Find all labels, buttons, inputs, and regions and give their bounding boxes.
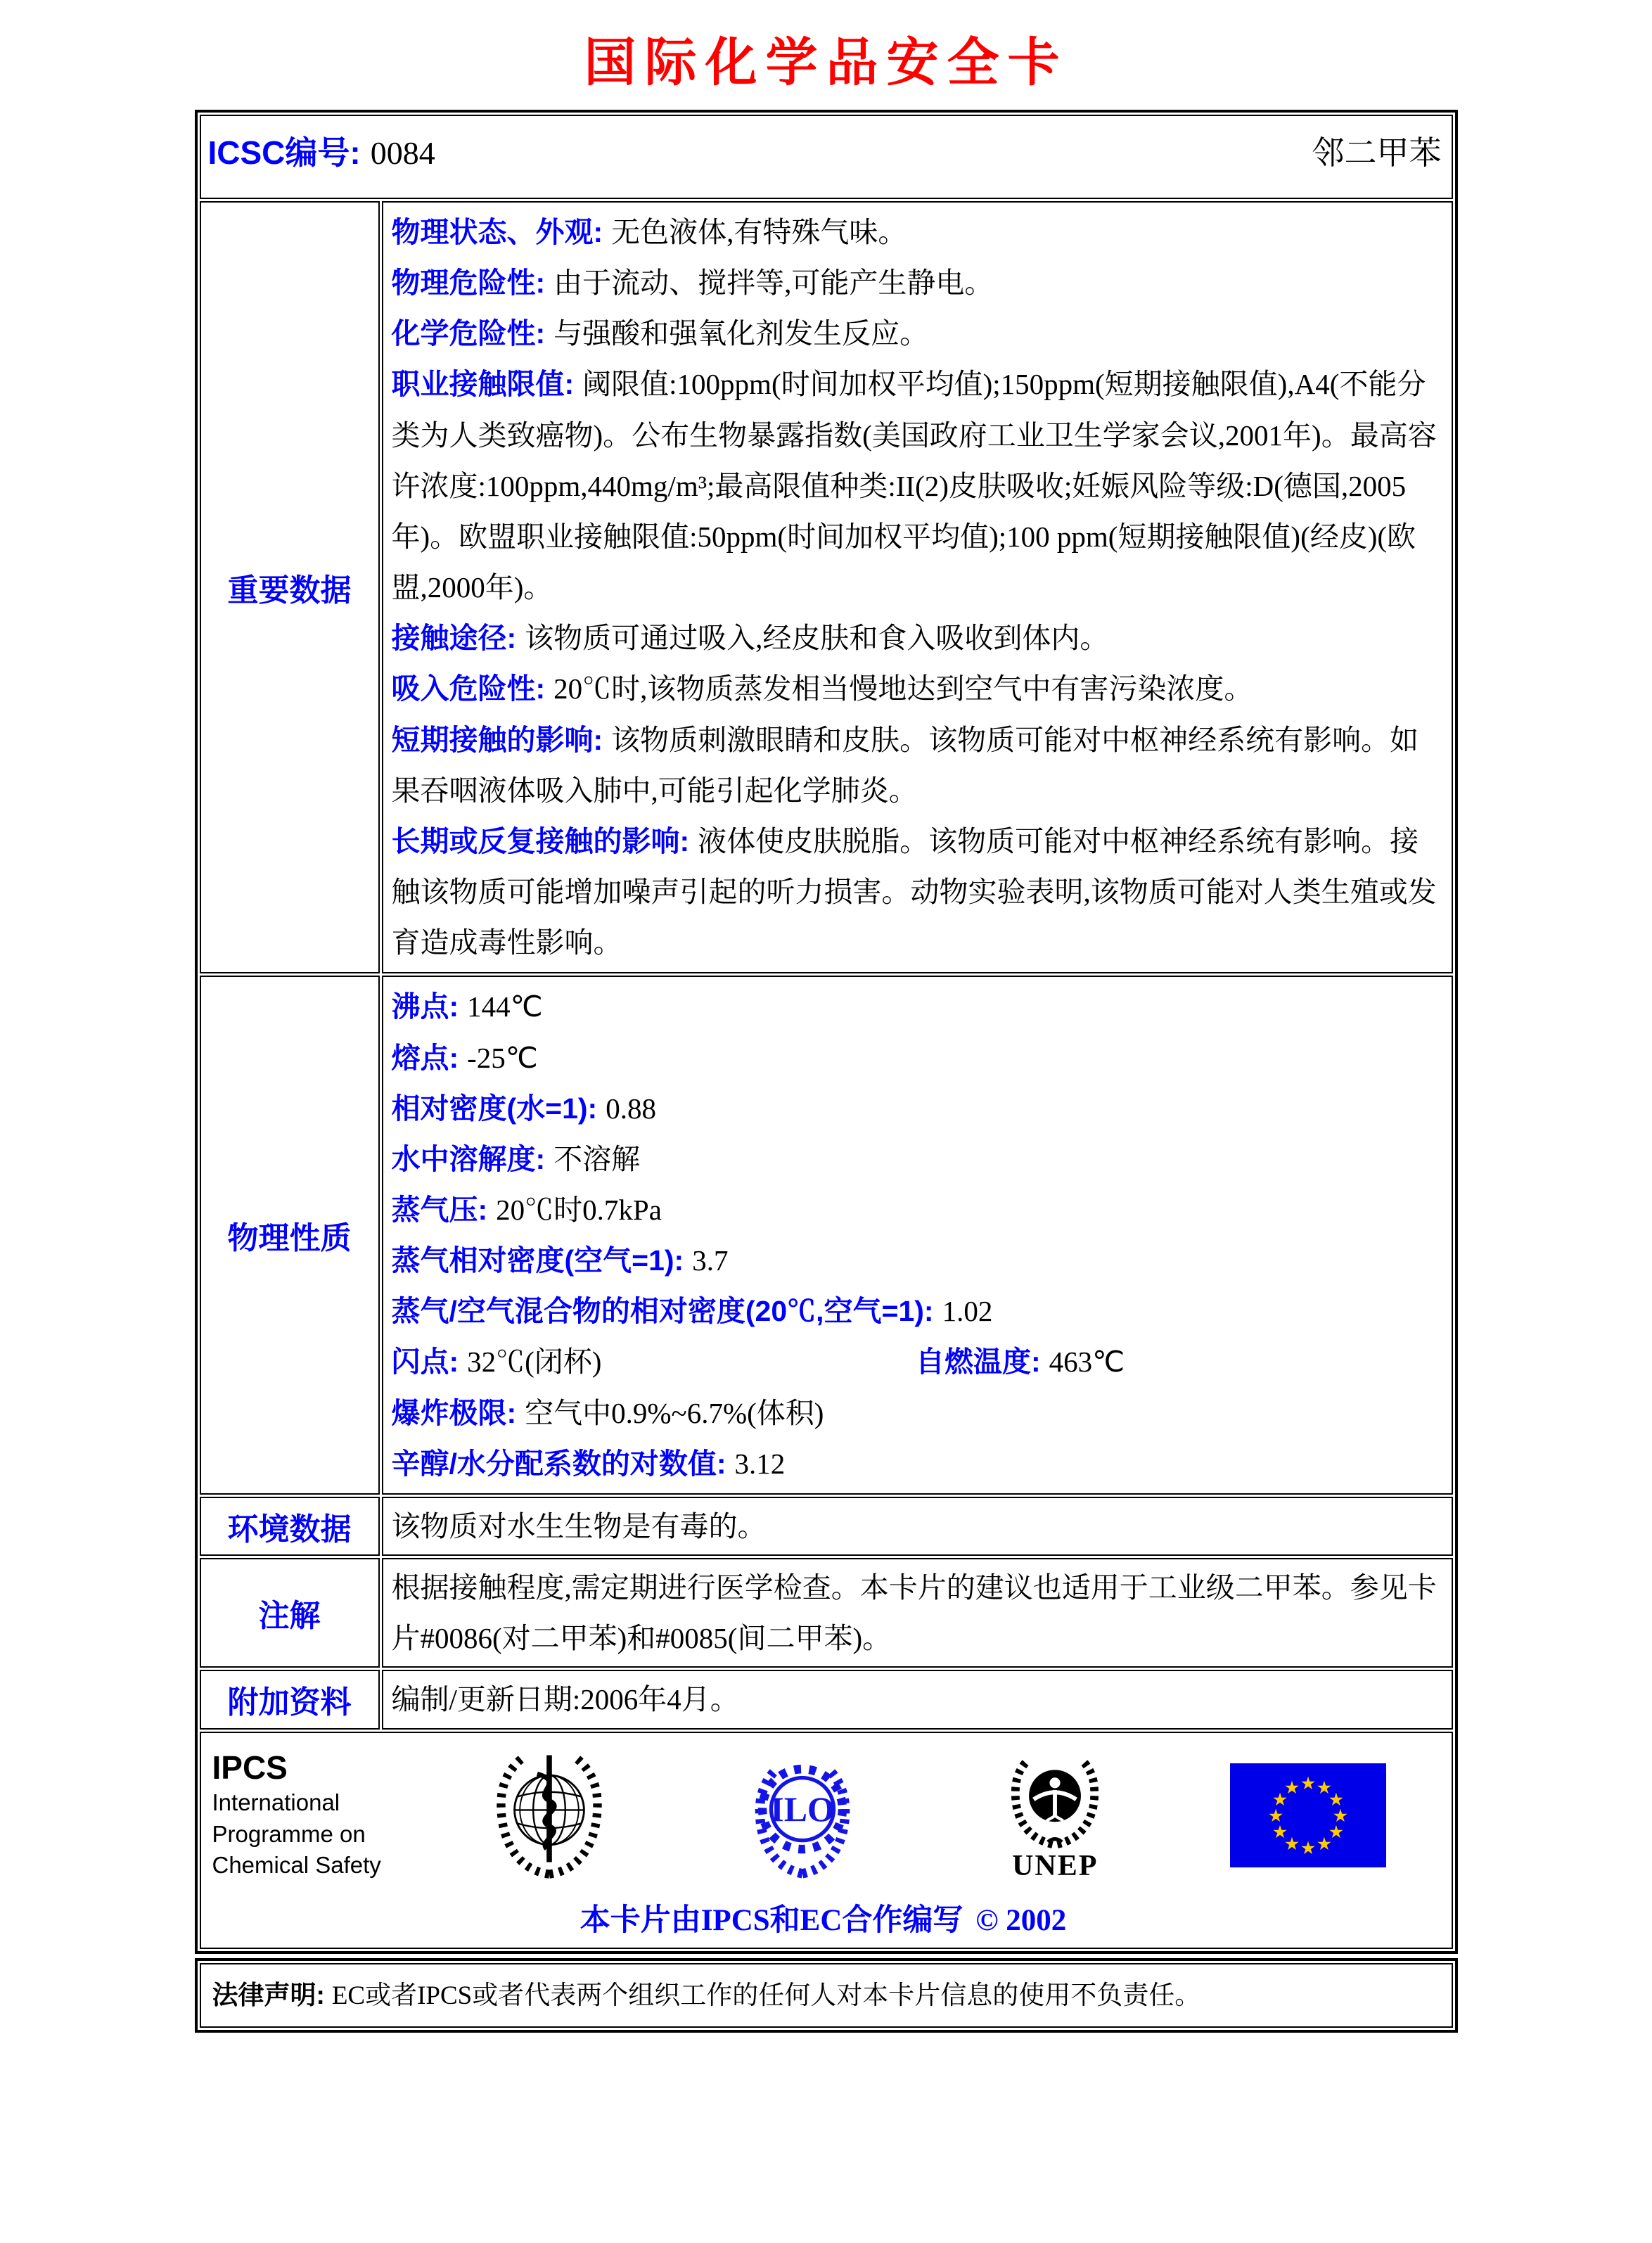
section-label-notes: 注解	[200, 1558, 380, 1668]
legal-notice-table	[195, 1958, 1458, 2033]
eu-star-icon: ★	[1316, 1833, 1332, 1854]
eu-star-icon: ★	[1272, 1789, 1288, 1810]
notes-row	[200, 1558, 1453, 1668]
eu-star-icon: ★	[1328, 1789, 1344, 1810]
unep-label: UNEP	[1012, 1849, 1099, 1882]
page-title: 国际化学品安全卡	[584, 34, 1068, 92]
unep-logo-icon	[929, 1748, 1182, 1883]
legal-notice-row	[200, 1963, 1453, 2028]
notes-content: 根据接触程度,需定期进行医学检查。本卡片的建议也适用于工业级二甲苯。参见卡片#0086(对二甲苯)和#0085(间二甲苯)。	[382, 1558, 1453, 1668]
property-line: 化学危险性: 与强酸和强氧化剂发生反应。	[391, 317, 929, 350]
flash-point: 闪点: 32℃(闭杯)	[391, 1346, 602, 1379]
credit-text: 本卡片由IPCS和EC合作编写	[580, 1903, 963, 1937]
property-line: 吸入危险性: 20℃时,该物质蒸发相当慢地达到空气中有害污染浓度。	[391, 672, 1253, 705]
environmental-data-row	[200, 1497, 1453, 1556]
property-line: 熔点: -25℃	[391, 1041, 538, 1074]
property-line: 水中溶解度: 不溶解	[391, 1142, 641, 1175]
important-data-content	[382, 201, 1453, 973]
organization-logos	[212, 1746, 1435, 1885]
legal-notice-label: 法律声明:	[212, 1980, 325, 2009]
section-label-important-data: 重要数据	[200, 201, 380, 973]
property-line: 长期或反复接触的影响: 液体使皮肤脱脂。该物质可能对中枢神经系统有影响。接触该物质可能增加噪声引起的听力损害。动物实验表明,该物质可能对人类生殖或发育造成毒性影响。	[391, 824, 1437, 959]
chemical-name: 邻二甲苯	[1312, 135, 1442, 171]
property-line: 辛醇/水分配系数的对数值: 3.12	[391, 1447, 786, 1480]
credit-line	[212, 1896, 1435, 1939]
property-line-dual	[392, 1336, 1440, 1387]
eu-star-icon: ★	[1332, 1805, 1348, 1826]
additional-info-content: 编制/更新日期:2006年4月。	[382, 1670, 1453, 1729]
autoignition-temperature: 自燃温度: 463℃	[916, 1346, 1125, 1379]
eu-star-icon: ★	[1300, 1837, 1317, 1858]
section-label-physical-properties: 物理性质	[200, 976, 380, 1495]
eu-star-icon: ★	[1300, 1772, 1317, 1794]
header-row	[200, 115, 1453, 199]
additional-info-row	[200, 1670, 1453, 1729]
legal-notice-text: EC或者IPCS或者代表两个组织工作的任何人对本卡片信息的使用不负责任。	[331, 1981, 1201, 2010]
eu-flag-icon	[1182, 1763, 1435, 1867]
property-line: 相对密度(水=1): 0.88	[391, 1092, 656, 1125]
property-line: 蒸气/空气混合物的相对密度(20℃,空气=1): 1.02	[391, 1295, 993, 1328]
property-line: 接触途径: 该物质可通过吸入,经皮肤和食入吸收到体内。	[391, 622, 1109, 655]
eu-star-icon: ★	[1283, 1833, 1300, 1854]
property-line: 沸点: 144℃	[391, 990, 543, 1023]
ipcs-title: IPCS	[212, 1749, 288, 1787]
eu-star-icon: ★	[1272, 1821, 1288, 1842]
section-label-additional-info: 附加资料	[200, 1670, 380, 1729]
physical-properties-content	[382, 976, 1453, 1495]
eu-star-icon: ★	[1316, 1777, 1332, 1798]
footer-row	[200, 1732, 1453, 1949]
ipcs-text-block: IPCS International Programme on Chemical Safety	[212, 1749, 423, 1881]
property-line: 物理危险性: 由于流动、搅拌等,可能产生静电。	[391, 267, 994, 300]
important-data-row	[200, 201, 1453, 973]
icsc-number-label: ICSC编号:	[207, 134, 361, 171]
eu-star-icon: ★	[1328, 1821, 1344, 1842]
eu-star-icon: ★	[1267, 1805, 1284, 1826]
physical-properties-row	[200, 976, 1453, 1495]
who-logo-icon	[423, 1746, 677, 1885]
property-line: 短期接触的影响: 该物质刺激眼睛和皮肤。该物质可能对中枢神经系统有影响。如果吞咽液体吸入肺中,可能引起化学肺炎。	[391, 723, 1419, 807]
property-line: 物理状态、外观: 无色液体,有特殊气味。	[391, 216, 907, 248]
icsc-number-value: 0084	[370, 135, 435, 171]
icsc-card-table	[195, 110, 1458, 1954]
svg-text:ILO: ILO	[770, 1789, 835, 1829]
section-label-environmental-data: 环境数据	[200, 1497, 380, 1556]
property-line: 职业接触限值: 阈限值:100ppm(时间加权平均值);150ppm(短期接触限值),A4(不能分类为人类致癌物)。公布生物暴露指数(美国政府工业卫生学家会议,2001年)。最高容许浓度:100ppm,440mg/m³;最高限值种类:II(2)皮肤吸收;妊娠风险等级:D(德国,2005年)。欧盟职业接触限值:50ppm(时间加权平均值);100 ppm(短期接触限值)(经皮)(欧盟,2000年)。	[391, 368, 1437, 604]
property-line: 蒸气相对密度(空气=1): 3.7	[391, 1244, 729, 1277]
copyright-text: © 2002	[975, 1903, 1067, 1937]
environmental-data-content: 该物质对水生生物是有毒的。	[382, 1497, 1453, 1556]
property-line: 蒸气压: 20℃时0.7kPa	[391, 1193, 662, 1226]
ilo-logo-icon	[676, 1749, 929, 1881]
icsc-number-group	[208, 127, 435, 174]
property-line: 爆炸极限: 空气中0.9%~6.7%(体积)	[391, 1396, 824, 1429]
eu-star-icon: ★	[1283, 1777, 1300, 1798]
